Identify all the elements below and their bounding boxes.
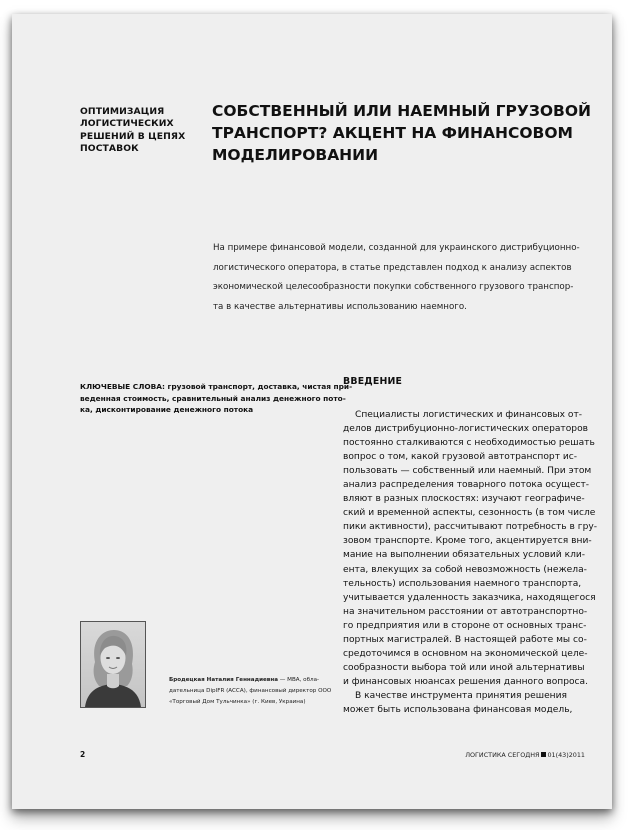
body-line: ский и временной аспекты, сезонность (в том числе xyxy=(343,508,596,519)
body-line: вляют в разных плоскостях: изучают географиче- xyxy=(343,494,585,505)
journal-issue: 01(43)2011 xyxy=(547,751,585,759)
author-degree: — MBA, обла- xyxy=(277,677,320,683)
article-body xyxy=(343,408,598,717)
title-line: ТРАНСПОРТ? АКЦЕНТ НА ФИНАНСОВОМ xyxy=(212,124,573,142)
page-number: 2 xyxy=(80,750,86,759)
author-name: Бродецкая Наталия Геннадиевна xyxy=(169,677,278,683)
body-line: на значительном расстоянии от автотранспортно- xyxy=(343,606,588,617)
section-heading: ВВЕДЕНИЕ xyxy=(343,376,403,387)
body-line: В качестве инструмента принятия решения xyxy=(355,690,567,701)
body-line: Специалисты логистических и финансовых от- xyxy=(355,410,583,420)
title-line: МОДЕЛИРОВАНИИ xyxy=(212,146,379,164)
journal-page xyxy=(12,14,612,809)
body-line: мание на выполнении обязательных условий кли- xyxy=(343,550,586,561)
author-photo xyxy=(80,621,146,708)
body-line: портных магистралей. В настоящей работе мы со- xyxy=(343,634,587,645)
body-line: и финансовых нюансах решения данного вопроса. xyxy=(343,676,589,687)
author-line: дательница DipIFR (ACCA), финансовый директор ООО xyxy=(169,688,332,695)
rubric-line: РЕШЕНИЙ В ЦЕПЯХ xyxy=(80,130,186,142)
body-line: анализ распределения товарного потока осущест- xyxy=(343,480,590,491)
body-line: вопрос о том, какой грузовой автотранспорт ис- xyxy=(343,452,578,463)
body-line: средоточимся в основном на экономической целе- xyxy=(343,648,588,659)
body-line: учитывается удаленность заказчика, находящегося xyxy=(343,592,596,603)
keywords-block xyxy=(80,381,353,416)
journal-name: ЛОГИСТИКА СЕГОДНЯ xyxy=(465,751,540,759)
body-line: ента, влекущих за собой невозможность (нежела- xyxy=(343,564,587,575)
abstract-line: На примере финансовой модели, созданной для украинского дистрибуционно- xyxy=(213,243,580,253)
keywords-line: ка, дисконтирование денежного потока xyxy=(80,405,254,415)
author-line xyxy=(169,675,329,686)
square-bullet-icon xyxy=(541,752,546,757)
rubric-line: ЛОГИСТИЧЕСКИХ xyxy=(80,118,174,130)
keywords-line: веденная стоимость, сравнительный анализ денежного пото- xyxy=(80,393,346,403)
body-line: может быть использована финансовая модель, xyxy=(343,704,573,715)
abstract-line: логистического оператора, в статье представлен подход к анализу аспектов xyxy=(213,262,572,273)
article-abstract xyxy=(213,239,588,317)
body-line: пики активности), рассчитывают потребность в гру- xyxy=(343,522,598,533)
journal-footer xyxy=(465,751,585,759)
body-line: пользовать — собственный или наемный. При этом xyxy=(343,466,592,477)
title-line: СОБСТВЕННЫЙ ИЛИ НАЕМНЫЙ ГРУЗОВОЙ xyxy=(212,102,592,120)
keywords-line: КЛЮЧЕВЫЕ СЛОВА: грузовой транспорт, доставка, чистая при- xyxy=(80,382,353,391)
body-line: делов дистрибуционно-логистических операторов xyxy=(343,424,588,435)
body-line: постоянно сталкиваются с необходимостью решать xyxy=(343,438,595,449)
body-line: сообразности выбора той или иной альтернативы xyxy=(343,662,585,673)
body-line: го предприятия или в стороне от основных транс- xyxy=(343,620,587,631)
author-bio xyxy=(169,675,332,709)
abstract-line: экономической целесообразности покупки собственного грузового транспор- xyxy=(213,282,574,292)
body-line: тельность) использования наемного транспорта, xyxy=(343,578,582,589)
section-rubric xyxy=(80,106,186,156)
body-line: зовом транспорте. Кроме того, акцентируется вни- xyxy=(343,536,592,547)
abstract-line: та в качестве альтернативы использованию наемного. xyxy=(213,301,467,312)
article-title xyxy=(212,100,612,166)
rubric-line: ОПТИМИЗАЦИЯ xyxy=(80,106,165,117)
rubric-line: ПОСТАВОК xyxy=(80,143,139,155)
author-line: «Торговый Дом Тульчинка» (г. Киев, Украина) xyxy=(169,699,306,706)
